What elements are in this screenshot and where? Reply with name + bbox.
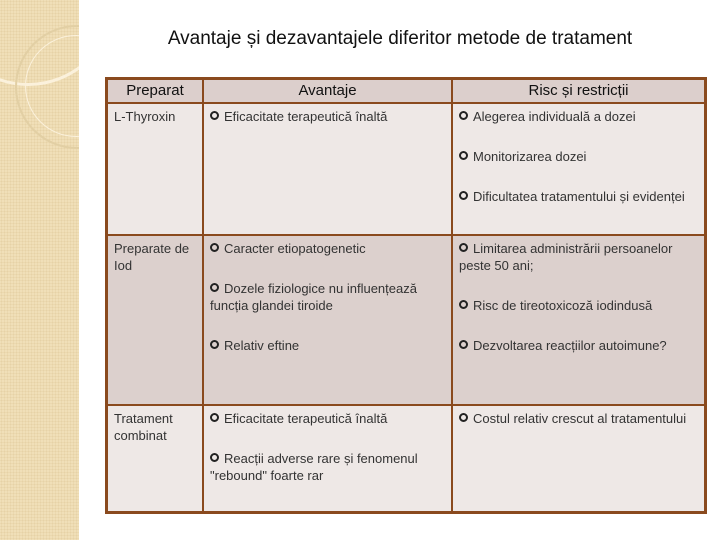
item-text: Eficacitate terapeutică înaltă (224, 109, 388, 124)
cell-riscuri (452, 405, 706, 513)
item-text: Monitorizarea dozei (473, 149, 587, 164)
bullet-icon (210, 283, 219, 292)
cell-preparat (107, 405, 204, 513)
list-item (459, 148, 698, 165)
list-item (210, 240, 445, 257)
bullet-icon (210, 340, 219, 349)
table-row (107, 405, 706, 513)
item-text: Dozele fiziologice nu influențează funcția glandei tiroide (210, 281, 417, 313)
bullet-icon (459, 340, 468, 349)
bullet-icon (459, 191, 468, 200)
cell-riscuri (452, 103, 706, 235)
bullet-icon (459, 151, 468, 160)
bullet-icon (459, 111, 468, 120)
bullet-icon (210, 111, 219, 120)
list-item (459, 188, 698, 205)
cell-avantaje (203, 103, 452, 235)
cell-riscuri (452, 235, 706, 405)
header-risc: Risc și restricții (452, 79, 706, 104)
item-text: Caracter etiopatogenetic (224, 241, 366, 256)
item-text: Costul relativ crescut al tratamentului (473, 411, 687, 426)
list-item (210, 410, 445, 427)
item-text: Relativ eftine (224, 338, 300, 353)
item-text: Reacții adverse rare și fenomenul "rebound" foarte rar (210, 451, 418, 483)
bullet-icon (210, 243, 219, 252)
list-item (210, 450, 445, 484)
bullet-icon (210, 413, 219, 422)
preparat-name: Preparate de Iod (114, 241, 190, 273)
preparat-name: L-Thyroxin (114, 109, 176, 124)
bullet-icon (459, 243, 468, 252)
item-text: Risc de tireotoxicoză iodindusă (473, 298, 653, 313)
cell-preparat (107, 235, 204, 405)
list-item (459, 240, 698, 274)
table-row (107, 103, 706, 235)
list-item (459, 297, 698, 314)
bullet-icon (459, 413, 468, 422)
item-text: Dezvoltarea reacțiilor autoimune? (473, 338, 667, 353)
list-item (210, 108, 445, 125)
list-item (459, 108, 698, 125)
list-item (459, 337, 698, 354)
item-text: Limitarea administrării persoanelor peste 50 ani; (459, 241, 673, 273)
cell-avantaje (203, 235, 452, 405)
cell-avantaje (203, 405, 452, 513)
list-item (210, 280, 445, 314)
item-text: Eficacitate terapeutică înaltă (224, 411, 388, 426)
preparat-name: Tratament combinat (114, 411, 173, 443)
decorative-sidebar (0, 0, 79, 540)
item-text: Alegerea individuală a dozei (473, 109, 636, 124)
item-text: Dificultatea tratamentului și evidenței (473, 189, 685, 204)
header-preparat: Preparat (107, 79, 204, 104)
bullet-icon (459, 300, 468, 309)
cell-preparat (107, 103, 204, 235)
list-item (459, 410, 698, 427)
header-avantaje: Avantaje (203, 79, 452, 104)
table-row (107, 235, 706, 405)
comparison-table (105, 77, 707, 514)
page-title: Avantaje și dezavantajele diferitor metode de tratament (167, 28, 633, 49)
bullet-icon (210, 453, 219, 462)
list-item (210, 337, 445, 354)
